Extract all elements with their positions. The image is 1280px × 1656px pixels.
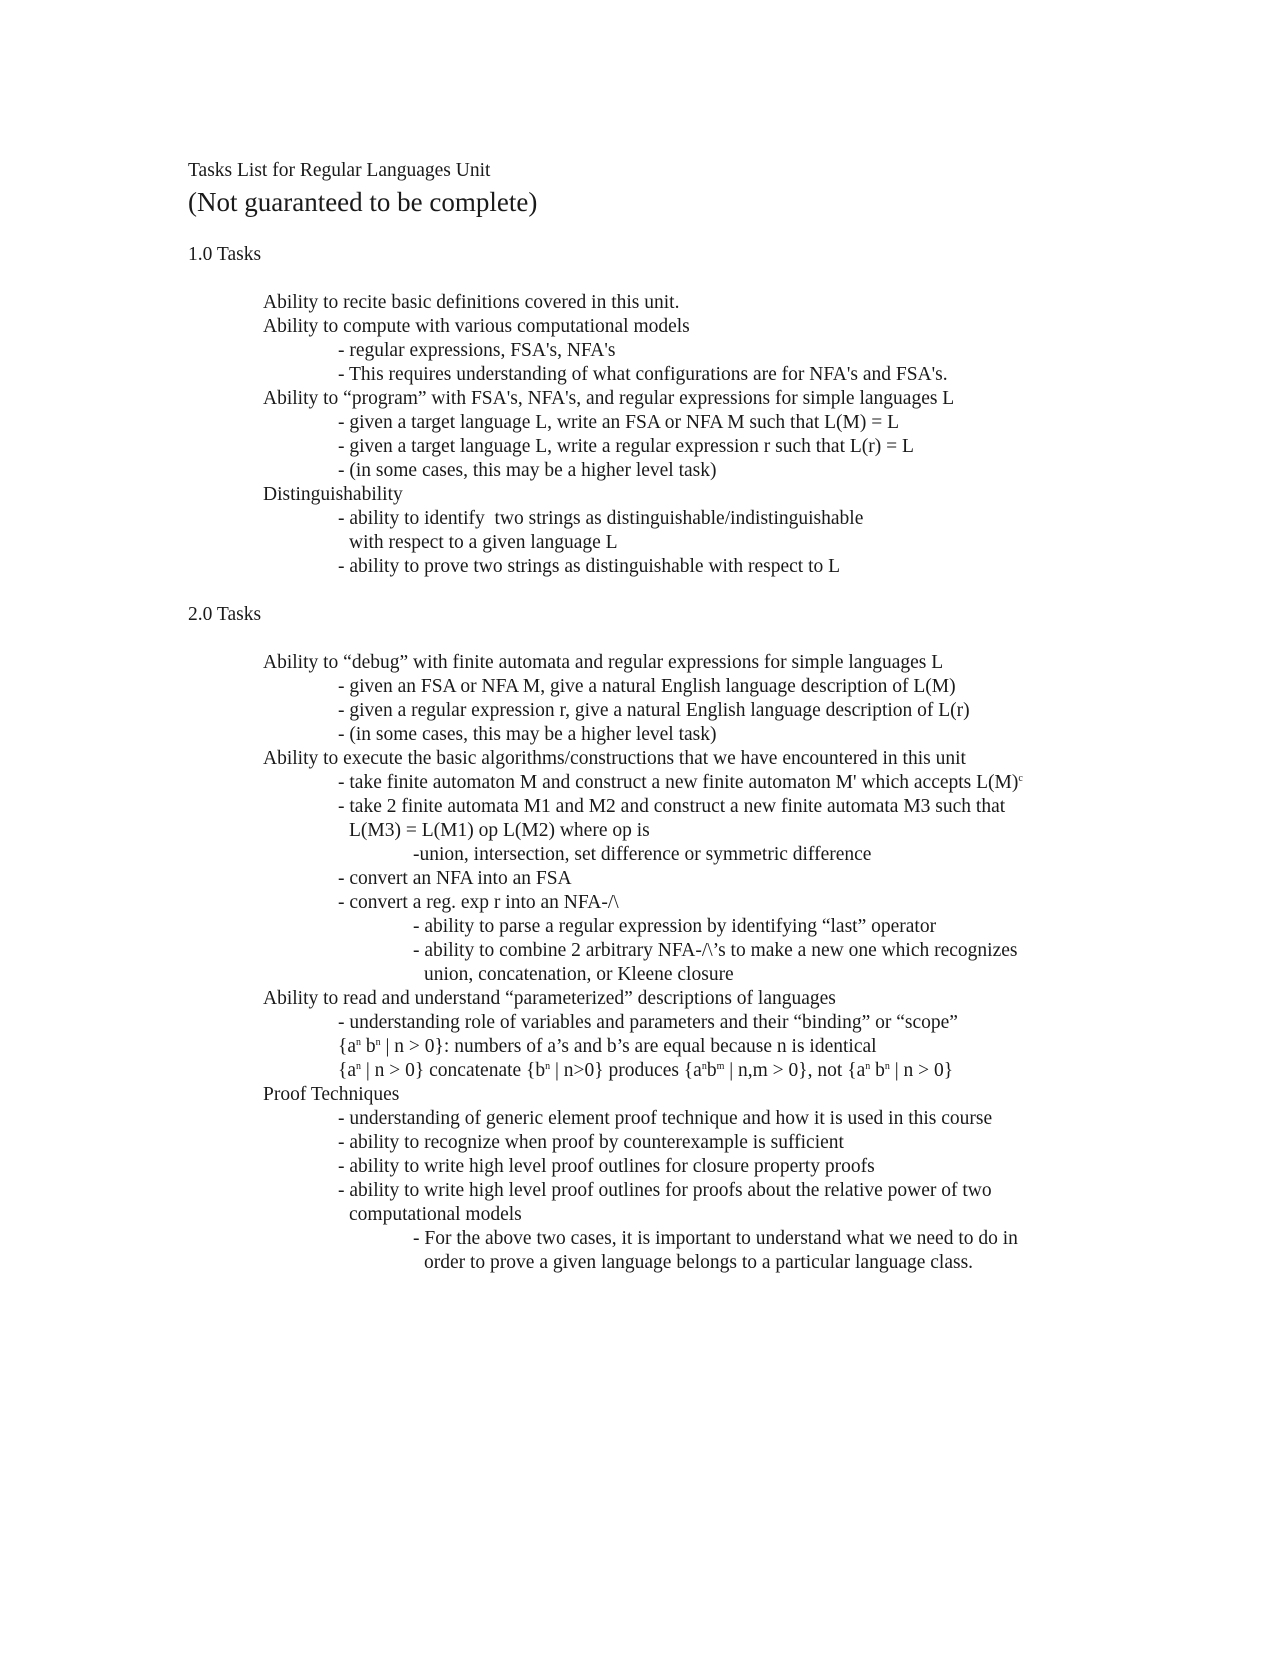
math-superscript: m [716,1061,725,1072]
subsubtask-continuation: union, concatenation, or Kleene closure [424,964,734,985]
subtask-line: - ability to write high level proof outlines for proofs about the relative power of two [338,1180,992,1201]
subsubtask-line: - For the above two cases, it is important to understand what we need to do in [413,1228,1018,1249]
task-line: Ability to execute the basic algorithms/constructions that we have encountered in this unit [263,748,966,769]
math-text: | n,m > 0}, not {a [724,1060,866,1081]
math-text: | n>0} produces {a [550,1060,702,1081]
math-superscript: n [545,1061,551,1072]
task-line: Ability to “debug” with finite automata and regular expressions for simple languages L [263,652,944,673]
math-superscript: n [356,1061,362,1072]
subtask-line: - (in some cases, this may be a higher level task) [338,460,717,481]
subtask-line: - given an FSA or NFA M, give a natural English language description of L(M) [338,676,956,697]
subtask-line: - ability to identify two strings as distinguishable/indistinguishable [338,508,864,529]
subtask-line: - given a target language L, write a regular expression r such that L(r) = L [338,436,914,457]
math-superscript: n [884,1061,890,1072]
task-line: Ability to recite basic definitions covered in this unit. [263,292,680,313]
task-line: Distinguishability [263,484,403,505]
subtask-line: - understanding role of variables and parameters and their “binding” or “scope” [338,1012,958,1033]
subsubtask-line: - ability to parse a regular expression by identifying “last” operator [413,916,937,937]
math-superscript: n [865,1061,871,1072]
subtask-line: - (in some cases, this may be a higher level task) [338,724,717,745]
task-line: Ability to read and understand “parameterized” descriptions of languages [263,988,836,1009]
subtask-line: - convert an NFA into an FSA [338,868,572,889]
subtask-line: - take 2 finite automata M1 and M2 and construct a new finite automata M3 such that [338,796,1006,817]
section-heading-2: 2.0 Tasks [188,604,262,625]
math-superscript: n [701,1061,707,1072]
doc-title: Tasks List for Regular Languages Unit [188,160,491,181]
subtask-line: - ability to recognize when proof by counterexample is sufficient [338,1132,844,1153]
subsubtask-line: -union, intersection, set difference or symmetric difference [413,844,872,865]
math-text: {a [338,1036,357,1057]
doc-subtitle: (Not guaranteed to be complete) [188,187,538,217]
task-line: Proof Techniques [263,1084,400,1105]
subtask-line: - given a regular expression r, give a natural English language description of L(r) [338,700,970,721]
math-text: {a [338,1060,357,1081]
subtask-line: - ability to prove two strings as distinguishable with respect to L [338,556,841,577]
subtask-line: - convert a reg. exp r into an NFA-/\ [338,892,619,913]
subtask-line: - ability to write high level proof outlines for closure property proofs [338,1156,875,1177]
section-heading-1: 1.0 Tasks [188,244,262,265]
math-text: b [361,1036,376,1057]
subtask-continuation: with respect to a given language L [349,532,618,553]
complement-superscript: c [1018,773,1023,784]
subtask-line: - understanding of generic element proof technique and how it is used in this course [338,1108,993,1129]
math-line-2 [338,1059,953,1083]
math-text: | n > 0}: numbers of a’s and b’s are equal because n is identical [380,1036,877,1057]
math-text: | n > 0} [889,1060,954,1081]
math-line-1 [338,1035,877,1059]
subtask-line: - regular expressions, FSA's, NFA's [338,340,616,361]
subtask-line [338,771,1023,795]
subtask-line: - This requires understanding of what configurations are for NFA's and FSA's. [338,364,948,385]
math-superscript: n [356,1037,362,1048]
subtask-line: - given a target language L, write an FSA or NFA M such that L(M) = L [338,412,900,433]
subtask-continuation: L(M3) = L(M1) op L(M2) where op is [349,820,650,841]
task-line: Ability to “program” with FSA's, NFA's, and regular expressions for simple languages L [263,388,955,409]
math-superscript: n [375,1037,381,1048]
subsubtask-line: - ability to combine 2 arbitrary NFA-/\’s to make a new one which recognizes [413,940,1018,961]
task-line: Ability to compute with various computational models [263,316,690,337]
math-text: b [706,1060,717,1081]
math-text: | n > 0} concatenate {b [361,1060,546,1081]
subsubtask-continuation: order to prove a given language belongs to a particular language class. [424,1252,974,1273]
subtask-text: - take finite automaton M and construct a new finite automaton M' which accepts L(M) [338,772,1019,793]
subtask-continuation: computational models [349,1204,522,1225]
math-text: b [870,1060,885,1081]
